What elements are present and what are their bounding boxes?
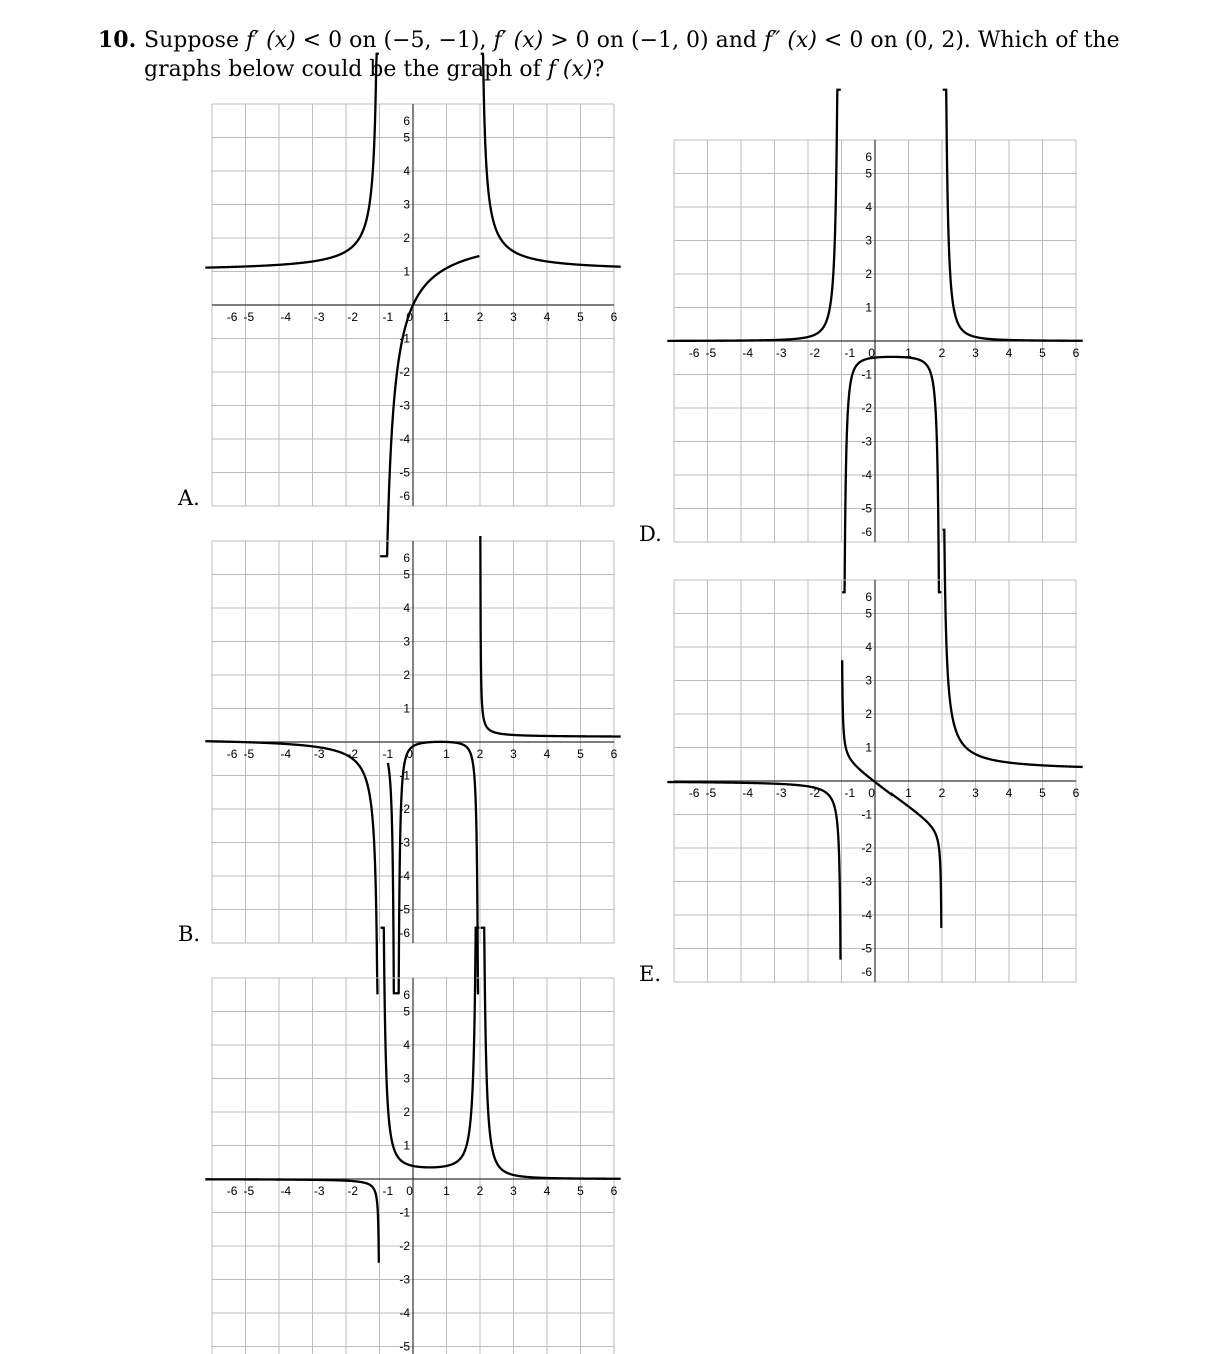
y-tick-label: 6 <box>865 589 872 604</box>
x-tick-label: -1 <box>382 310 394 324</box>
x-tick-label: -3 <box>775 346 787 360</box>
y-tick-label: 2 <box>403 231 410 245</box>
x-tick-label: -1 <box>382 747 394 761</box>
curve-branch <box>842 660 941 928</box>
x-tick-label: -4 <box>280 1184 292 1198</box>
y-tick-label: 6 <box>403 987 410 1002</box>
x-tick-label: -2 <box>347 1184 359 1198</box>
option-e-label[interactable]: E. <box>639 962 662 986</box>
x-tick-label: 2 <box>476 747 484 761</box>
x-tick-label: -5 <box>705 786 717 800</box>
x-tick-label: 0 <box>406 747 413 761</box>
graph-option-b[interactable] <box>212 541 618 943</box>
x-tick-label: -1 <box>382 1184 394 1198</box>
y-tick-label: -2 <box>399 802 410 816</box>
curve-branch <box>380 256 479 556</box>
y-tick-label: -1 <box>861 807 872 822</box>
x-tick-label: -6 <box>226 747 238 761</box>
x-tick-label: 3 <box>972 346 979 360</box>
x-tick-label: 2 <box>938 346 946 360</box>
curve-branch <box>481 928 621 1179</box>
y-tick-label: 3 <box>403 1071 410 1086</box>
y-tick-label: 6 <box>403 113 410 128</box>
y-tick-label: 5 <box>403 130 410 145</box>
y-tick-label: 3 <box>403 634 410 649</box>
x-tick-label: -3 <box>313 1184 325 1198</box>
x-tick-label: 6 <box>610 310 618 324</box>
y-tick-label: 4 <box>403 164 410 178</box>
x-tick-label: -5 <box>243 747 255 761</box>
y-tick-label: 4 <box>403 1038 410 1052</box>
question-number: 10. <box>98 27 137 53</box>
y-tick-label: 4 <box>865 200 872 214</box>
y-tick-label: 4 <box>403 601 410 615</box>
curve-branch <box>205 741 378 993</box>
x-tick-label: -2 <box>809 786 821 800</box>
y-tick-label: -2 <box>861 841 872 855</box>
x-tick-label: 4 <box>543 310 551 324</box>
y-tick-label: 6 <box>865 149 872 164</box>
y-tick-label: 2 <box>865 267 872 281</box>
curve-branch <box>943 90 1083 341</box>
x-tick-label: -3 <box>313 310 325 324</box>
graph-option-e[interactable] <box>674 580 1080 982</box>
y-tick-label: -1 <box>399 331 410 346</box>
x-tick-label: -4 <box>742 786 754 800</box>
x-tick-label: -3 <box>775 786 787 800</box>
x-tick-label: -2 <box>347 310 359 324</box>
x-tick-label: -4 <box>280 310 292 324</box>
curve-branch <box>943 530 1083 767</box>
x-tick-label: 0 <box>868 346 875 360</box>
x-tick-label: -5 <box>243 1184 255 1198</box>
y-tick-label: 5 <box>403 1004 410 1019</box>
x-tick-label: 4 <box>543 747 551 761</box>
y-tick-label: -2 <box>399 1239 410 1253</box>
y-tick-label: -1 <box>861 367 872 382</box>
y-tick-label: 2 <box>403 668 410 682</box>
x-tick-label: 4 <box>543 1184 551 1198</box>
y-tick-label: -6 <box>399 925 410 940</box>
y-tick-label: 4 <box>865 640 872 654</box>
y-tick-label: 3 <box>865 233 872 248</box>
y-tick-label: 5 <box>403 567 410 582</box>
curve-branch <box>388 742 479 993</box>
x-tick-label: -6 <box>226 310 238 324</box>
curve-branch <box>481 54 621 267</box>
y-tick-label: -5 <box>399 465 410 480</box>
x-tick-label: 5 <box>577 1184 584 1198</box>
x-tick-label: 6 <box>1072 786 1080 800</box>
y-tick-label: -5 <box>861 501 872 516</box>
y-tick-label: 1 <box>865 740 872 755</box>
x-tick-label: 5 <box>1039 786 1046 800</box>
y-tick-label: -3 <box>399 1272 410 1287</box>
x-tick-label: 0 <box>406 1184 413 1198</box>
question-line-1: Suppose f′ (x) < 0 on (−5, −1), f′ (x) > 0 on (−1, 0) and f″ (x) < 0 on (0, 2). Which of the <box>144 28 1120 53</box>
x-tick-label: -5 <box>243 310 255 324</box>
x-tick-label: 1 <box>443 1184 450 1198</box>
x-tick-label: -1 <box>844 346 856 360</box>
x-tick-label: -1 <box>844 786 856 800</box>
graph-option-d[interactable] <box>674 140 1080 542</box>
x-tick-label: 6 <box>610 1184 618 1198</box>
y-tick-label: -1 <box>399 1205 410 1220</box>
graph-option-a[interactable] <box>212 104 618 506</box>
curve-branch <box>480 536 620 737</box>
y-tick-label: -3 <box>399 398 410 413</box>
x-tick-label: 1 <box>905 786 912 800</box>
graph-option-c[interactable] <box>212 978 618 1354</box>
y-tick-label: -6 <box>861 964 872 979</box>
x-tick-label: 4 <box>1005 786 1013 800</box>
y-tick-label: -5 <box>861 941 872 956</box>
y-tick-label: 1 <box>865 300 872 315</box>
option-d-label[interactable]: D. <box>639 522 662 546</box>
x-tick-label: 5 <box>1039 346 1046 360</box>
y-tick-label: -2 <box>399 365 410 379</box>
x-tick-label: 6 <box>610 747 618 761</box>
x-tick-label: 3 <box>510 747 517 761</box>
y-tick-label: -4 <box>399 869 410 883</box>
y-tick-label: -5 <box>399 1339 410 1354</box>
y-tick-label: -4 <box>861 468 872 482</box>
y-tick-label: -4 <box>399 432 410 446</box>
y-tick-label: -6 <box>861 524 872 539</box>
x-tick-label: 5 <box>577 310 584 324</box>
curve-branch <box>381 925 480 1168</box>
y-tick-label: 2 <box>403 1105 410 1119</box>
y-tick-label: 3 <box>865 673 872 688</box>
x-tick-label: -6 <box>688 786 700 800</box>
y-tick-label: -4 <box>399 1306 410 1320</box>
x-tick-label: 3 <box>510 1184 517 1198</box>
question-line-2: graphs below could be the graph of f (x)? <box>144 57 605 82</box>
option-a-label[interactable]: A. <box>178 486 200 510</box>
x-tick-label: -4 <box>280 747 292 761</box>
x-tick-label: 4 <box>1005 346 1013 360</box>
x-tick-label: 3 <box>510 310 517 324</box>
x-tick-label: -3 <box>313 747 325 761</box>
x-tick-label: 3 <box>972 786 979 800</box>
x-tick-label: 0 <box>406 310 413 324</box>
y-tick-label: 1 <box>403 701 410 716</box>
curve-branch <box>205 54 379 268</box>
y-tick-label: -3 <box>861 874 872 889</box>
y-tick-label: 5 <box>865 606 872 621</box>
x-tick-label: 2 <box>476 1184 484 1198</box>
x-tick-label: -6 <box>226 1184 238 1198</box>
x-tick-label: 2 <box>476 310 484 324</box>
curve-branch <box>667 90 841 341</box>
x-tick-label: -2 <box>809 346 821 360</box>
x-tick-label: 1 <box>905 346 912 360</box>
x-tick-label: -5 <box>705 346 717 360</box>
y-tick-label: 3 <box>403 197 410 212</box>
y-tick-label: -2 <box>861 401 872 415</box>
x-tick-label: 2 <box>938 786 946 800</box>
x-tick-label: 1 <box>443 310 450 324</box>
option-b-label[interactable]: B. <box>178 922 201 946</box>
x-tick-label: -4 <box>742 346 754 360</box>
y-tick-label: 1 <box>403 1138 410 1153</box>
y-tick-label: 1 <box>403 264 410 279</box>
y-tick-label: -3 <box>399 835 410 850</box>
y-tick-label: -3 <box>861 434 872 449</box>
y-tick-label: 2 <box>865 707 872 721</box>
x-tick-label: 1 <box>443 747 450 761</box>
y-tick-label: -6 <box>399 488 410 503</box>
y-tick-label: -4 <box>861 908 872 922</box>
x-tick-label: -2 <box>347 747 359 761</box>
y-tick-label: -1 <box>399 768 410 783</box>
curve-branch <box>667 782 840 960</box>
x-tick-label: -6 <box>688 346 700 360</box>
x-tick-label: 5 <box>577 747 584 761</box>
y-tick-label: 6 <box>403 550 410 565</box>
y-tick-label: -5 <box>399 902 410 917</box>
x-tick-label: 0 <box>868 786 875 800</box>
y-tick-label: 5 <box>865 166 872 181</box>
x-tick-label: 6 <box>1072 346 1080 360</box>
